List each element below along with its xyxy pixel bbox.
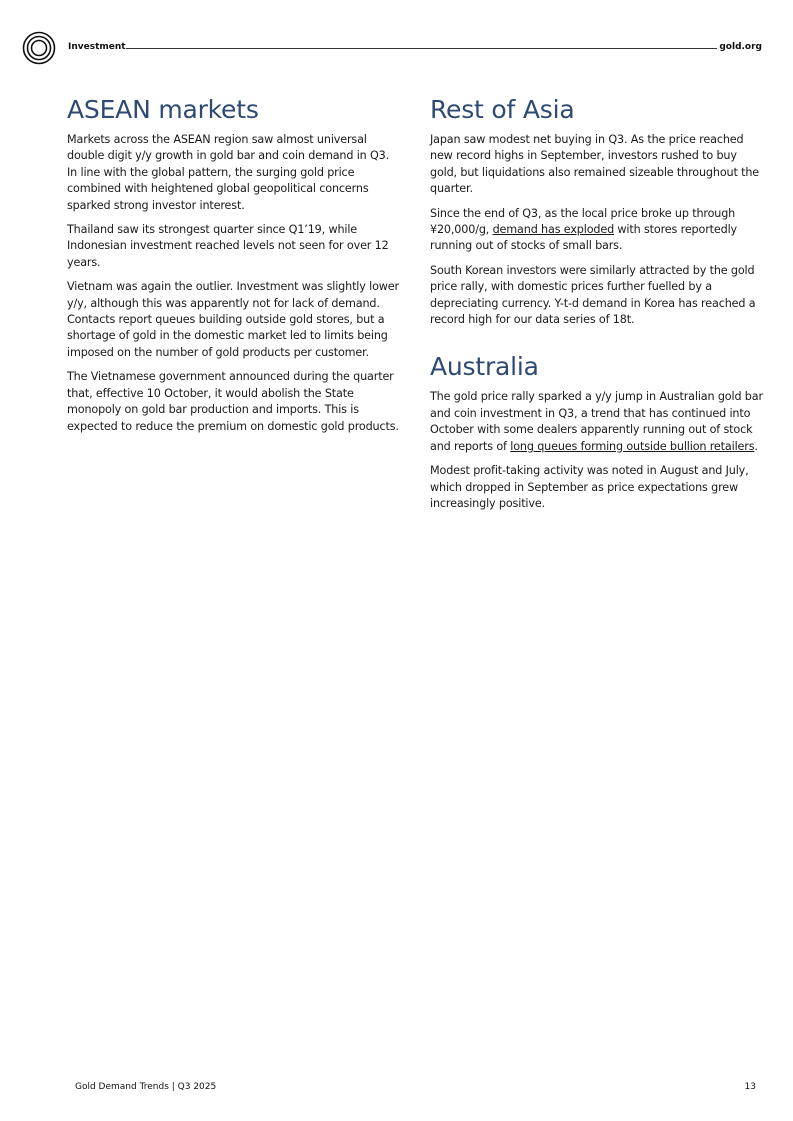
page-number: 13 xyxy=(744,1082,756,1092)
right-column xyxy=(430,93,763,520)
concentric-rings-logo-icon xyxy=(22,31,56,65)
text-run: Since the end of Q3, as the local price broke up through ¥20,000/g, xyxy=(430,206,736,237)
text-run: The gold price rally sparked a y/y jump in Australian gold bar and coin investment in Q3, a trend that has continued into October with some dealers apparently running out of stock and reports of xyxy=(430,390,763,453)
footer-title: Gold Demand Trends | Q3 2025 xyxy=(75,1082,217,1092)
demand-exploded-link[interactable]: demand has exploded xyxy=(492,223,615,237)
paragraph: The Vietnamese government announced during the quarter that, effective 10 October, it would abolish the State monopoly on gold bar production and imports. This is expected to reduce the premium on domestic gold products. xyxy=(67,370,399,433)
heading-rest-of-asia: Rest of Asia xyxy=(430,95,575,124)
paragraph: Japan saw modest net buying in Q3. As the price reached new record highs in September, investors rushed to buy gold, but liquidations also remained sizeable throughout the quarter. xyxy=(430,133,760,196)
paragraph: Markets across the ASEAN region saw almost universal double digit y/y growth in gold bar and coin demand in Q3. In line with the global pattern, the surging gold price combined with heightened global geopolitical concerns sparked strong investor interest. xyxy=(67,133,390,212)
heading-australia: Australia xyxy=(430,352,539,382)
left-column xyxy=(67,93,402,443)
paragraph: South Korean investors were similarly attracted by the gold price rally, with domestic prices further fuelled by a depreciating currency. Y-t-d demand in Korea has reached a record high for our data series of 18t. xyxy=(430,263,756,327)
heading-asean-markets: ASEAN markets xyxy=(67,95,259,124)
page-header xyxy=(22,31,763,67)
paragraph xyxy=(430,389,763,455)
paragraph: Thailand saw its strongest quarter since Q1’19, while Indonesian investment reached levels not seen for over 12 years. xyxy=(67,223,389,269)
site-link[interactable]: gold.org xyxy=(719,42,762,52)
text-run: with stores reportedly running out of stocks of small bars. xyxy=(430,223,737,253)
text-run: . xyxy=(754,439,758,453)
paragraph: Vietnam was again the outlier. Investment was slightly lower y/y, although this was apparently not for lack of demand. Contacts report queues building outside gold stores, but a shortage of gold in the domestic market led to limits being imposed on the number of gold products per customer. xyxy=(67,280,399,359)
section-label: Investment xyxy=(68,42,126,52)
header-divider xyxy=(126,48,717,49)
paragraph: Modest profit-taking activity was noted in August and July, which dropped in September as price expectations grew increasingly positive. xyxy=(430,464,749,510)
bullion-queues-link[interactable]: long queues forming outside bullion retailers xyxy=(510,439,755,453)
paragraph xyxy=(430,206,763,255)
